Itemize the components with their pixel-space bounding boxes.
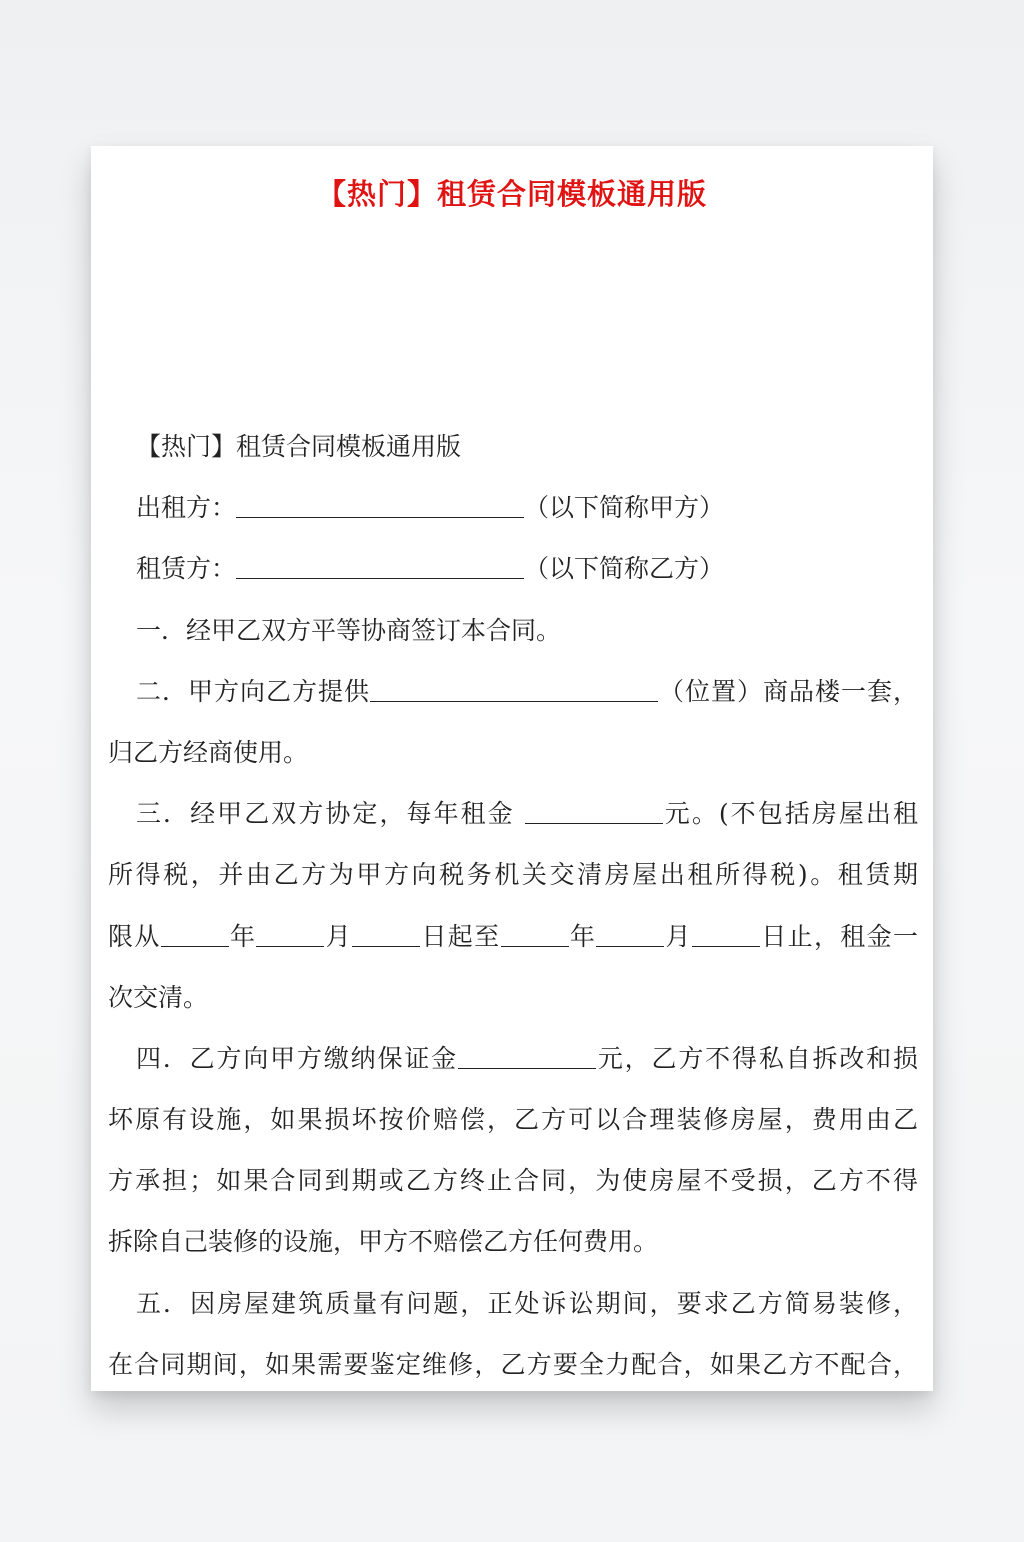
clause-3-line-3 [108,906,918,967]
location-blank [370,679,658,702]
document-body [108,416,918,1391]
start-day-unit: 日起至 [420,921,501,951]
clause-2-before: 二．甲方向乙方提供 [136,676,370,706]
clause-4-line-4: 拆除自己装修的设施，甲方不赔偿乙方任何费用。 [108,1227,659,1257]
clause-5-line-2: 在合同期间，如果需要鉴定维修，乙方要全力配合，如果乙方不配合， [108,1349,918,1379]
end-year-blank [501,924,569,947]
clause-5-line-1: 五．因房屋建筑质量有问题，正处诉讼期间，要求乙方简易装修， [136,1288,918,1318]
clause-3-before: 三．经甲乙双方协定，每年租金 [136,799,525,829]
lessor-note: （以下简称甲方） [524,493,725,523]
clause-3-line-1 [108,783,918,844]
clause-4-line-2: 坏原有设施，如果损坏按价赔偿，乙方可以合理装修房屋，费用由乙 [108,1105,918,1135]
lessee-blank [236,556,524,579]
end-year-unit: 年 [568,921,597,951]
end-month-blank [596,924,664,947]
document-title: 【热门】租赁合同模板通用版 [316,177,707,211]
clause-4-before: 四．乙方向甲方缴纳保证金 [136,1043,458,1073]
lessee-note: （以下简称乙方） [524,554,725,584]
clause-3-after: 元。(不包括房屋出租 [662,799,918,829]
start-year-blank [161,924,229,947]
clause-3-line-2: 所得税，并由乙方为甲方向税务机关交清房屋出租所得税)。租赁期 [108,860,918,890]
start-month-unit: 月 [324,921,353,951]
clause-2-after: （位置）商品楼一套， [658,676,918,706]
subtitle: 【热门】租赁合同模板通用版 [136,432,462,461]
lessee-line [108,538,918,599]
end-day-unit: 日止，租金一 [759,921,918,951]
clause-4-line-3: 方承担；如果合同到期或乙方终止合同，为使房屋不受损，乙方不得 [108,1166,918,1196]
rent-blank [525,801,663,824]
clause-1: 一．经甲乙双方平等协商签订本合同。 [136,615,562,645]
end-month-unit: 月 [664,921,692,951]
lessor-line [108,477,918,538]
start-year-unit: 年 [228,921,257,951]
clause-2-line-2: 归乙方经商使用。 [108,737,309,767]
clause-3-line-4: 次交清。 [108,982,209,1012]
lessor-label: 出租方： [136,493,237,523]
clause-4-after: 元，乙方不得私自拆改和损 [596,1043,918,1073]
start-day-blank [352,924,420,947]
document-page [91,146,933,1391]
start-month-blank [256,924,324,947]
term-from-label: 限从 [108,921,161,951]
end-day-blank [692,924,760,947]
clause-4-line-1 [108,1028,918,1089]
lessee-label: 租赁方： [136,554,237,584]
clause-2-line-1 [108,661,918,722]
lessor-blank [236,495,524,518]
deposit-blank [458,1046,596,1069]
